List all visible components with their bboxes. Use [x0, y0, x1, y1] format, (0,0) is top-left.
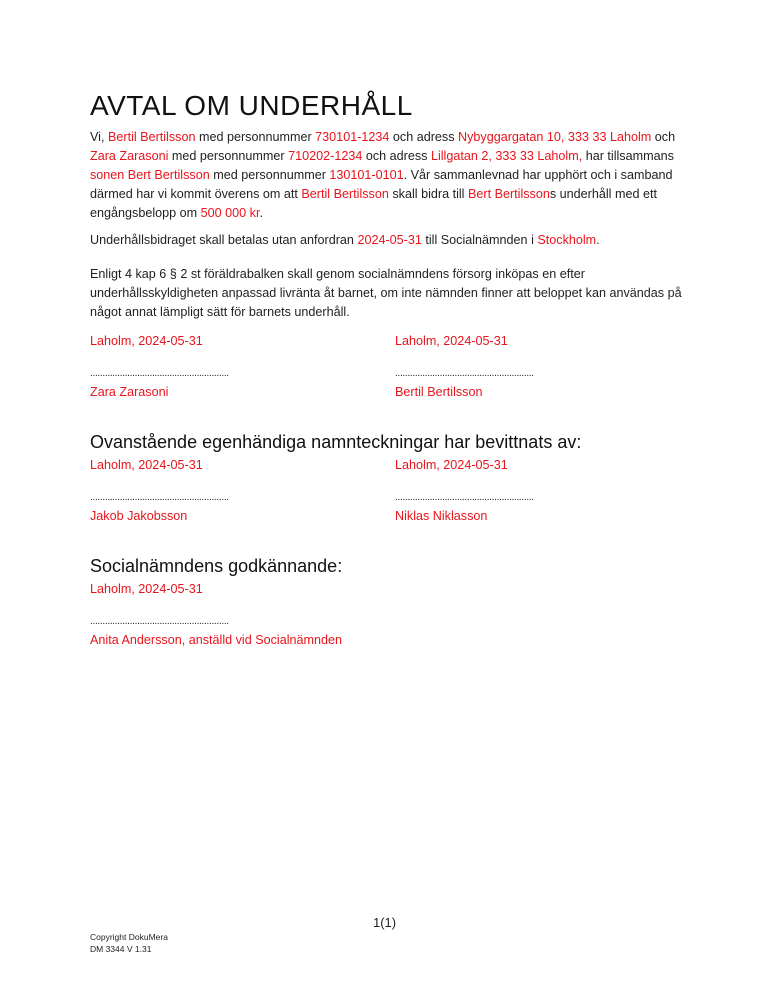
witness-heading: Ovanstående egenhändiga namnteckningar har bevittnats av: — [90, 432, 582, 452]
intro-text-s: s underhåll med ett engångsbelopp om — [90, 187, 657, 220]
payer-name: Bertil Bertilsson — [301, 187, 389, 201]
right-signatory-name: Bertil Bertilsson — [395, 385, 483, 399]
parent2-pnr: 710202-1234 — [288, 149, 363, 163]
approval-signatory-name: Anita Andersson, anställd vid Socialnämnden — [90, 633, 343, 647]
parent2-address: Lillgatan 2, 333 33 Laholm, — [430, 149, 583, 163]
approval-heading: Socialnämndens godkännande: — [90, 556, 343, 576]
left-witness-name: Jakob Jakobsson — [90, 509, 188, 523]
intro-paragraph — [90, 128, 690, 223]
document-title: AVTAL OM UNDERHÅLL — [90, 90, 413, 121]
footer-copyright: Copyright DokuMera — [90, 932, 168, 942]
footer-document-id: DM 3344 V 1.31 — [90, 944, 152, 954]
page-number: 1(1) — [373, 915, 397, 930]
right-witness-place-date: Laholm, 2024-05-31 — [395, 458, 508, 472]
parent2-name: Zara Zarasoni — [90, 149, 169, 163]
payment-city: Stockholm — [537, 233, 597, 247]
parent1-address: Nybyggargatan 10, 333 33 Laholm — [458, 130, 652, 144]
left-signature-line: ........................................................ — [90, 368, 229, 379]
intro-text-har: har tillsammans — [582, 149, 674, 163]
left-signatory-name: Zara Zarasoni — [90, 385, 169, 399]
child-name: Bert Bertilsson — [467, 187, 550, 201]
parent1-name: Bertil Bertilsson — [107, 130, 196, 144]
approval-place-date: Laholm, 2024-05-31 — [90, 582, 203, 596]
approval-signature-line: ........................................................ — [90, 616, 229, 627]
legal-paragraph: Enligt 4 kap 6 § 2 st föräldrabalken skall genom socialnämndens försorg inköpas en efter underhållsskyldigheten anpassad livränta åt barnet, om inte nämnden finner att beloppet kan användas på något annat lämpligt sätt för barnets underhåll. — [90, 267, 682, 319]
intro-text-vi: Vi, — [90, 130, 108, 144]
left-signature-place-date: Laholm, 2024-05-31 — [90, 334, 203, 348]
payment-text-mid: till Socialnämnden i — [421, 233, 538, 247]
payment-paragraph — [90, 231, 690, 250]
intro-text-pnr2: med personnummer — [168, 149, 289, 163]
right-witness-line: ........................................................ — [395, 492, 534, 503]
right-signature-line: ........................................................ — [395, 368, 534, 379]
left-witness-line: ........................................................ — [90, 492, 229, 503]
intro-text-addr2: och adress — [362, 149, 431, 163]
amount: 500 000 kr — [200, 206, 260, 220]
child-reference: sonen Bert Bertilsson — [90, 168, 210, 182]
left-witness-place-date: Laholm, 2024-05-31 — [90, 458, 203, 472]
right-signature-place-date: Laholm, 2024-05-31 — [395, 334, 508, 348]
parent1-pnr: 730101-1234 — [315, 130, 390, 144]
child-pnr: 130101-0101 — [329, 168, 404, 182]
right-witness-name: Niklas Niklasson — [395, 509, 488, 523]
payment-text-end: . — [596, 233, 600, 247]
intro-text-end: . — [259, 206, 263, 220]
intro-text-skall: skall bidra till — [388, 187, 468, 201]
payment-date: 2024-05-31 — [357, 233, 422, 247]
intro-text-pnr3: med personnummer — [209, 168, 330, 182]
intro-text-mid: . Vår sammanlevnad har upphört och i samband därmed har vi kommit överens om att — [90, 168, 673, 201]
intro-text-addr1: och adress — [389, 130, 459, 144]
intro-text-pnr1: med personnummer — [195, 130, 316, 144]
intro-text-och: och — [651, 130, 676, 144]
payment-text-start: Underhållsbidraget skall betalas utan anfordran — [90, 233, 358, 247]
